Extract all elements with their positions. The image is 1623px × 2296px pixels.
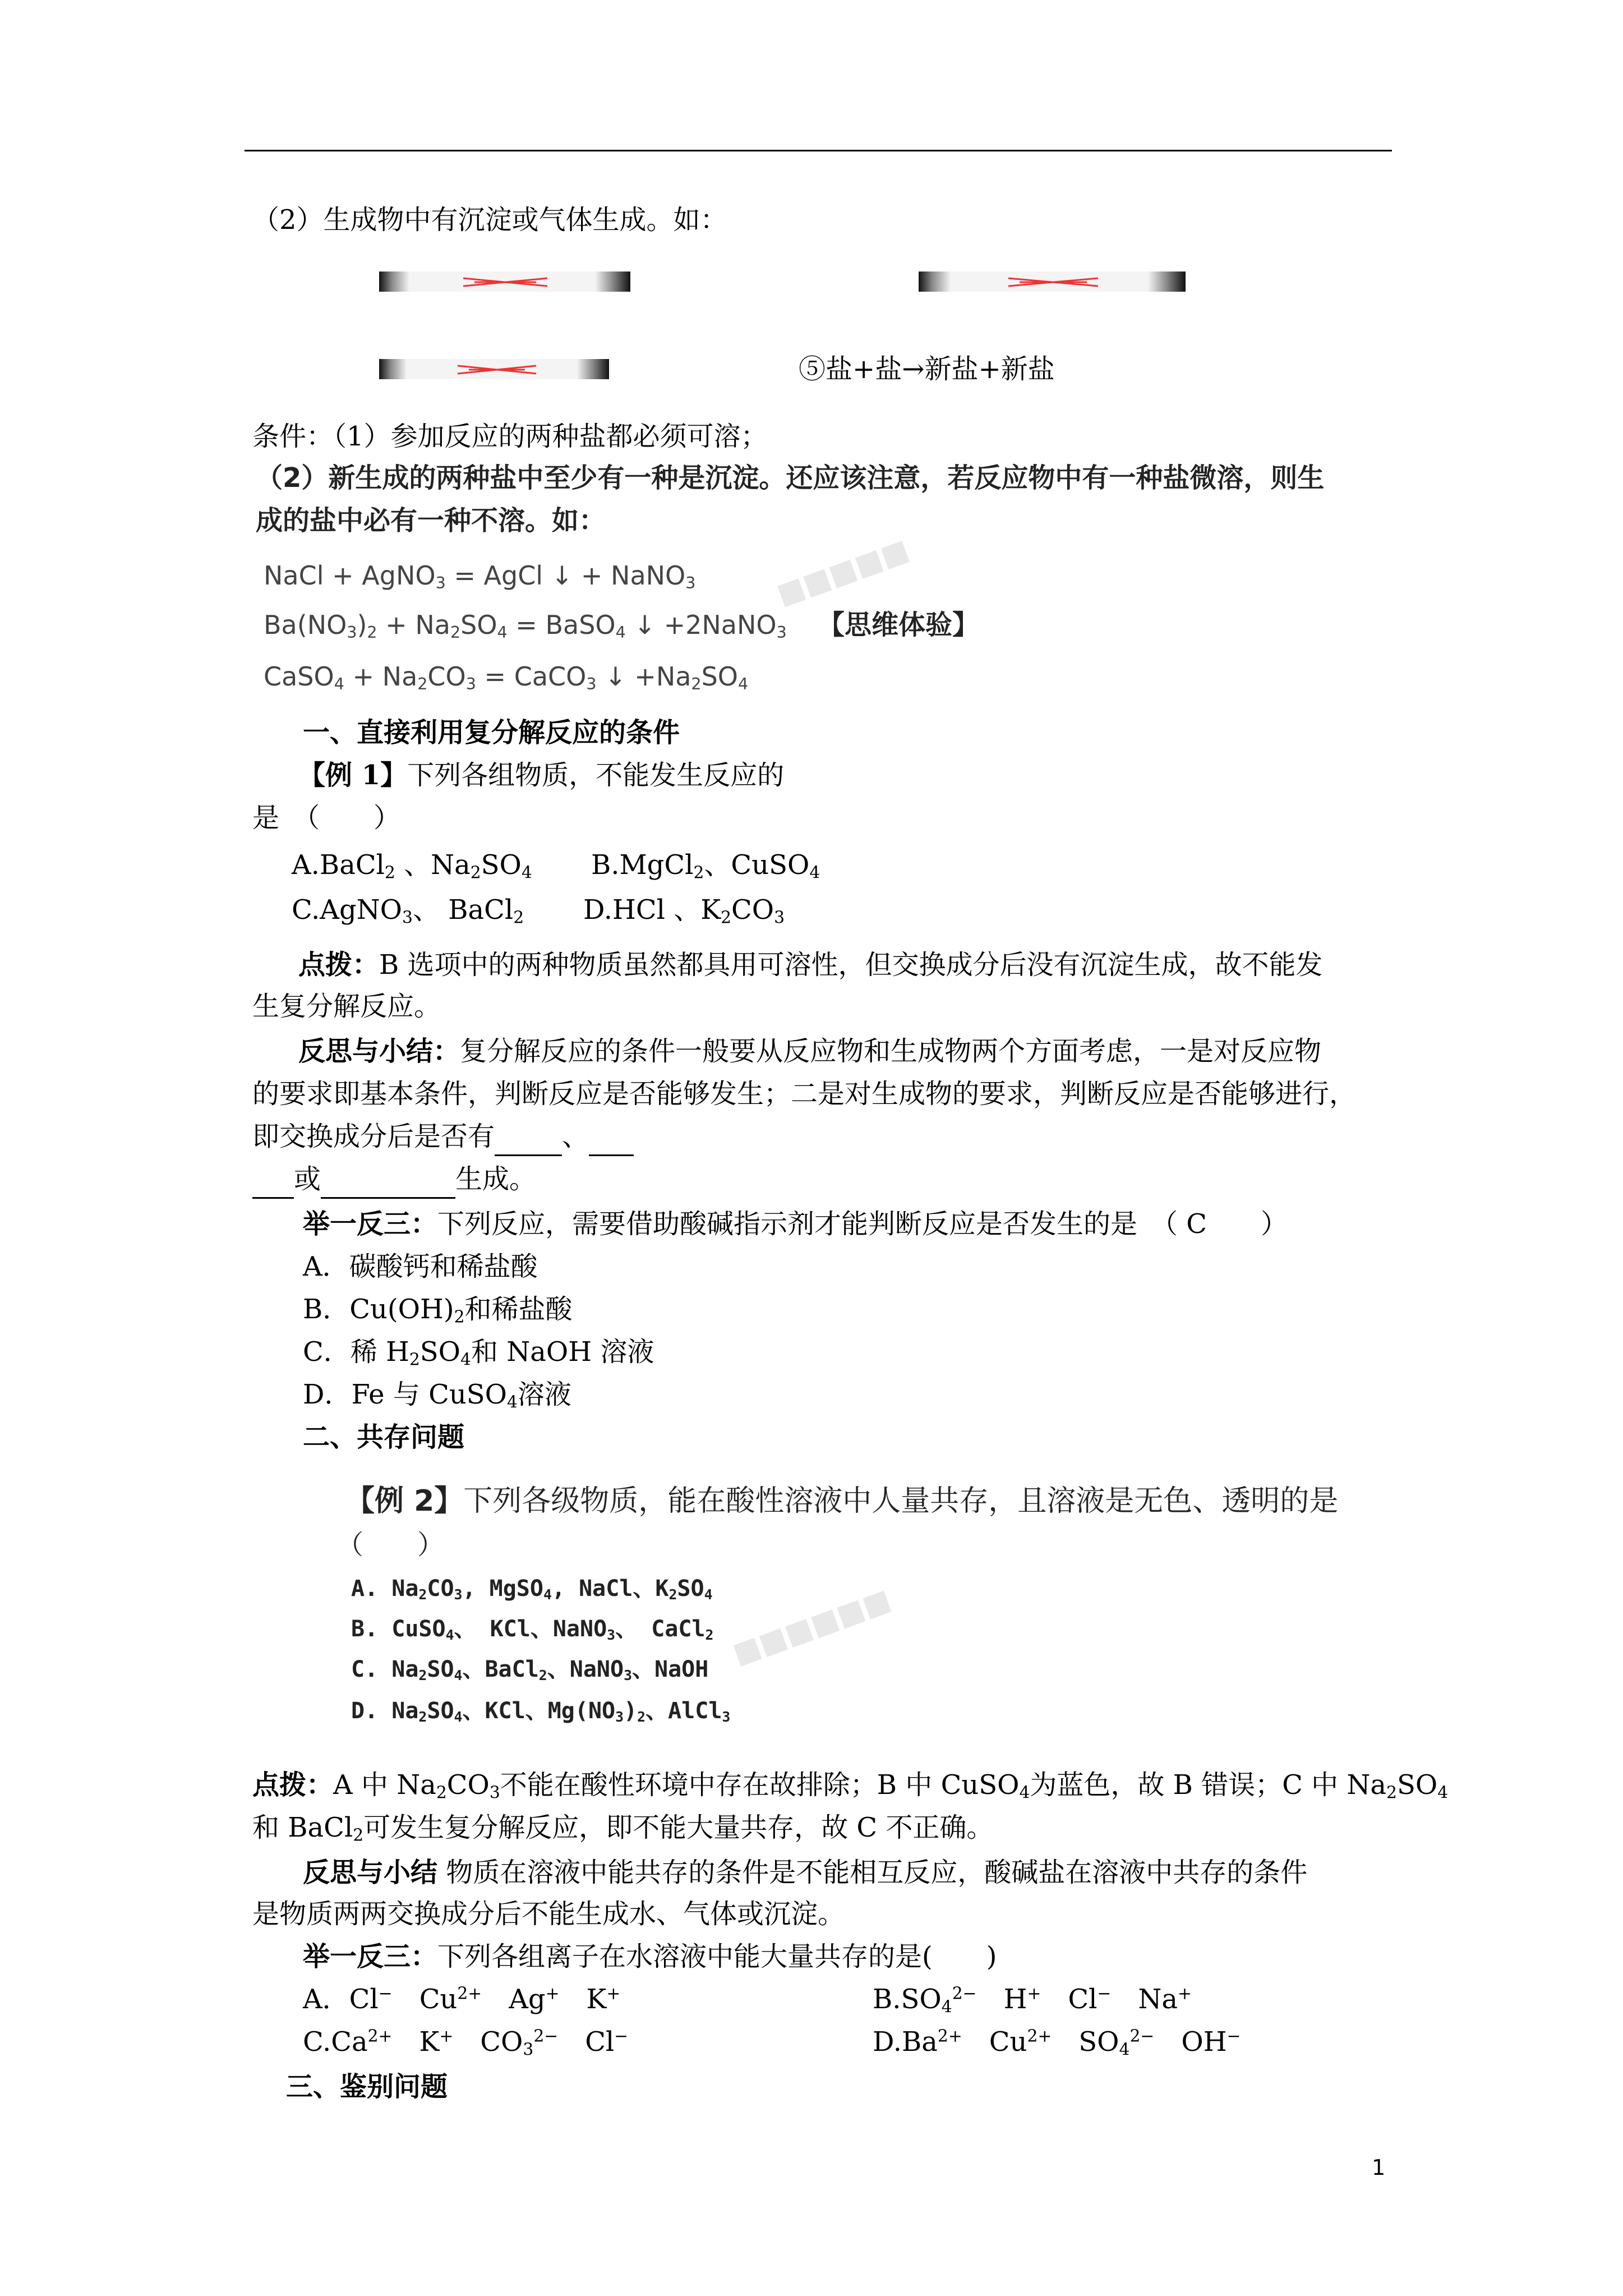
ex2-option-b: B. CuSO$_4$、 KCl、NaNO$_3$、 CaCl$_2$ <box>351 1616 714 1644</box>
watermark: ■■■■■ <box>772 532 914 612</box>
option-text: C. Na <box>351 1657 419 1682</box>
reflection-label: 反思与小结： <box>298 1036 460 1067</box>
section-1-title: 一、直接利用复分解反应的条件 <box>303 717 680 748</box>
hint-2b: 和 BaCl$_2$可发生复分解反应，即不能大量共存，故 C 不正确。 <box>252 1812 994 1846</box>
reflection-text: 复分解反应的条件一般要从反应物和生成物两个方面考虑，一是对反应物 <box>460 1036 1322 1067</box>
drill-1-d: D．Fe 与 CuSO$_4$溶液 <box>303 1379 571 1412</box>
ex2-option-c: C. $Na_2SO_4$、BaCl$_2$、NaNO$_3$、NaOH <box>351 1657 709 1684</box>
drill-2 <box>303 1939 997 1975</box>
option-c: C.AgNO$_3$、 BaCl$_2$ <box>292 894 524 928</box>
reflection-1d <box>252 1161 536 1199</box>
hint-text: 和 BaCl <box>252 1812 353 1843</box>
blank <box>495 1119 562 1156</box>
hint-text: A 中 Na <box>333 1769 436 1801</box>
blank <box>252 1161 294 1199</box>
drill-1-b: B．$Cu(OH)_2$和稀盐酸 <box>303 1294 573 1327</box>
drill-question: 下列各组离子在水溶液中能大量共存的是( ) <box>437 1941 997 1972</box>
hint-2a: 点拨：A 中 $Na_2CO_3$不能在酸性环境中存在故排除；B 中 CuSO$_4$为蓝色，故 B 错误；C 中 $Na_2SO_4$ <box>252 1769 1449 1803</box>
option-text: A. Na <box>351 1576 419 1602</box>
option-b: B.MgCl$_2$、CuSO$_4$ <box>591 849 820 883</box>
reflection-label: 反思与小结 <box>303 1857 438 1888</box>
reflection-text: 物质在溶液中能共存的条件是不能相互反应，酸碱盐在溶液中共存的条件 <box>446 1857 1308 1888</box>
blank <box>589 1119 634 1156</box>
option-a-text: A.BaCl <box>292 849 385 881</box>
example-label: 【例 2】 <box>345 1484 464 1518</box>
drill-2-d: $D.Ba^{2+}$ $Cu^{2+}$ $SO_4^{2-}$ OH− <box>873 2026 1241 2060</box>
hint-label: 点拨： <box>252 1769 334 1801</box>
hint-text: B 选项中的两种物质虽然都具用可溶性，但交换成分后没有沉淀生成，故不能发 <box>379 949 1323 981</box>
option-d-text: D.HCl 、K <box>583 894 721 926</box>
example-1 <box>298 757 784 793</box>
drill-d-text: D．Fe 与 CuSO <box>303 1379 507 1410</box>
example-question: 下列各组物质，不能发生反应的 <box>407 760 785 791</box>
drill-2-b: $B.SO_4^{2-}$ H+ Cl− Na+ <box>873 1984 1192 2017</box>
reflection-1a <box>298 1033 1321 1069</box>
reflection-1b: 的要求即基本条件，判断反应是否能够发生；二是对生成物的要求，判断反应是否能够进行， <box>252 1078 1357 1110</box>
option-text: D. Na <box>351 1698 419 1724</box>
option-c-text: C.AgNO <box>292 894 403 926</box>
tube-image <box>379 269 630 294</box>
hint-1a <box>298 947 1323 983</box>
drill-2-c: $C.Ca^{2+}$ K+ $CO_3^{2-}$ Cl− <box>303 2026 629 2060</box>
condition-2a: （2）新生成的两种盐中至少有一种是沉淀。还应该注意，若反应物中有一种盐微溶，则生 <box>256 462 1325 494</box>
drill-b-text: B．Cu(OH) <box>303 1294 454 1325</box>
drill-d-end: 溶液 <box>517 1379 571 1410</box>
reflection-2a <box>303 1855 1307 1890</box>
condition-2b: 成的盐中必有一种不溶。如： <box>256 505 606 536</box>
drill-b-end: 和稀盐酸 <box>464 1294 573 1325</box>
example-2 <box>345 1483 1338 1519</box>
drill-2-a: A．Cl− $Cu^{2+}$ Ag+ K+ <box>303 1984 621 2015</box>
drill-label: 举一反三： <box>303 1941 438 1972</box>
hint-1b: 生复分解反应。 <box>252 991 441 1022</box>
drill-1 <box>303 1206 1288 1242</box>
equation-1: NaCl + AgNO$_3$ = AgCl ↓ + NaNO$_3$ <box>264 560 696 593</box>
ex2-option-a: A. $Na_2CO_3$, MgSO$_4$, NaCl、$K_2SO_4$ <box>351 1576 713 1603</box>
hint-text: 不能在酸性环境中存在故排除；B 中 CuSO <box>500 1769 1020 1801</box>
section-2-title: 二、共存问题 <box>303 1421 465 1453</box>
drill-1-c: C．稀 $H_2SO_4$和 NaOH 溶液 <box>303 1336 654 1370</box>
hint-label: 点拨： <box>298 949 380 981</box>
reflection-end: 生成。 <box>455 1163 537 1195</box>
hint-text: 为蓝色，故 B 错误；C 中 Na <box>1030 1769 1387 1801</box>
example-2-blank: （ ） <box>336 1529 445 1561</box>
condition-1: 条件：（1）参加反应的两种盐都必须可溶； <box>252 421 768 452</box>
reflection-1c: 即交换成分后是否有 、 <box>252 1119 634 1156</box>
item-5: ⑤盐+盐→新盐+新盐 <box>799 353 1055 385</box>
header-rule <box>245 150 1392 151</box>
reflection-2b: 是物质两两交换成分后不能生成水、气体或沉淀。 <box>252 1898 845 1930</box>
option-b-text: B.MgCl <box>591 849 694 881</box>
line-2: （2）生成物中有沉淀或气体生成。如： <box>252 204 727 236</box>
drill-1-a: A．碳酸钙和稀盐酸 <box>303 1251 538 1282</box>
reflection-or: 或 <box>294 1163 321 1195</box>
equation-2: $Ba(NO_3)_2 + Na_2SO_4$ = BaSO$_4$ ↓ +2NaNO$_3$ <box>264 610 787 642</box>
hint-text: 可发生复分解反应，即不能大量共存，故 C 不正确。 <box>363 1812 994 1843</box>
ex2-option-d: D. $Na_2SO_4$、KCl、$Mg(NO_3)_2$、AlCl$_3$ <box>351 1698 731 1726</box>
section-3-title: 三、鉴别问题 <box>286 2071 448 2102</box>
thinking-label: 【思维体验】 <box>818 609 980 641</box>
example-label: 【例 1】 <box>298 760 408 791</box>
blank <box>321 1161 455 1199</box>
reflection-text: 即交换成分后是否有 <box>252 1121 495 1152</box>
drill-label: 举一反三： <box>303 1208 438 1240</box>
tube-image <box>379 357 609 381</box>
option-a: A.BaCl$_2$ 、$Na_2SO_4$ <box>292 849 532 883</box>
watermark: ■■■■■■ <box>728 1582 896 1671</box>
drill-c-text: C．稀 H <box>303 1336 409 1368</box>
option-text: B. CuSO <box>351 1616 446 1642</box>
option-d: D.HCl 、$K_2CO_3$ <box>583 894 785 928</box>
example-question: 下列各级物质，能在酸性溶液中人量共存，且溶液是无色、透明的是 <box>463 1484 1339 1518</box>
drill-c-end: 和 NaOH 溶液 <box>471 1336 654 1368</box>
equation-3: CaSO$_4$ + $Na_2CO_3$ = CaCO$_3$ ↓ $+Na_2SO_4$ <box>264 661 749 694</box>
tube-image <box>919 269 1186 294</box>
drill-question: 下列反应，需要借助酸碱指示剂才能判断反应是否发生的是 （ C ） <box>437 1208 1288 1240</box>
example-1-blank: 是 （ ） <box>252 802 401 834</box>
page-number: 1 <box>1372 2155 1386 2180</box>
